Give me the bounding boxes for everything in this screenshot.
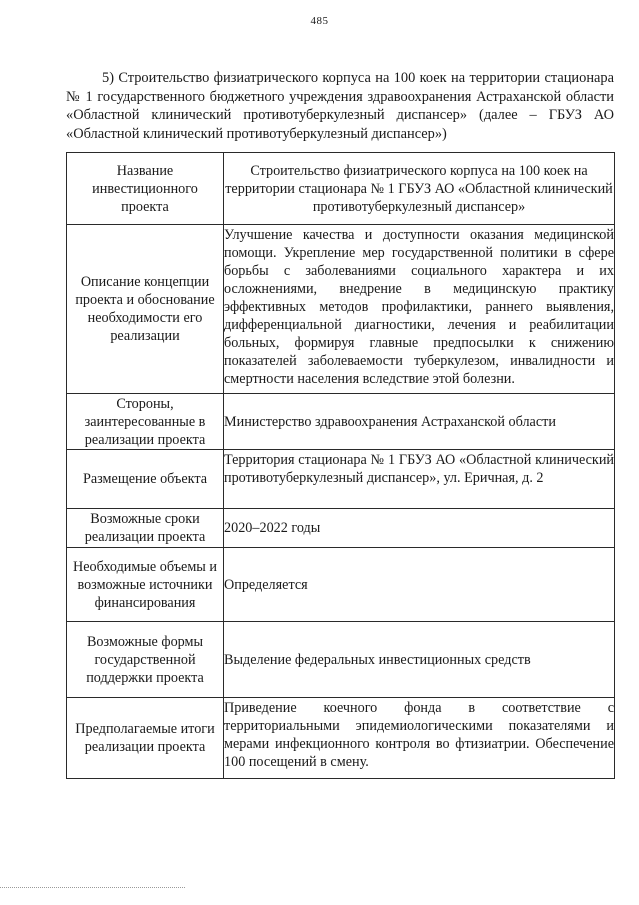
row-value-expected-results: Приведение коечного фонда в соответствие с территориальными эпидемиологическими показателями и мерами инфекционного контроля во фтизиатрии. Обеспечение 100 посещений в смену.	[224, 698, 615, 779]
row-value-financing: Определяется	[224, 548, 615, 622]
row-value-concept: Улучшение качества и доступности оказания медицинской помощи. Укрепление мер государственной политики в сфере борьбы с заболеваниями социального характера и их осложнениями, внедрение в медицинскую практику эффективных методов профилактики, раннего выявления, дифференциальной диагностики, лечения и реабилитации больных, формируя главные предпосылки к снижению показателей заболеваемости туберкулезом, инвалидности и смертности населения вследствие этой болезни.	[224, 225, 615, 394]
row-label-concept: Описание концепции проекта и обоснование необходимости его реализации	[67, 225, 224, 394]
table-row	[67, 509, 615, 548]
row-label-state-support: Возможные формы государственной поддержки проекта	[67, 622, 224, 698]
row-value-project-name: Строительство физиатрического корпуса на 100 коек на территории стационара № 1 ГБУЗ АО «Областной клинический противотуберкулезный диспансер»	[224, 153, 615, 225]
table-row	[67, 548, 615, 622]
row-label-expected-results: Предполагаемые итоги реализации проекта	[67, 698, 224, 779]
row-value-state-support: Выделение федеральных инвестиционных средств	[224, 622, 615, 698]
table-row	[67, 622, 615, 698]
section-intro-paragraph: 5) Строительство физиатрического корпуса на 100 коек на территории стационара № 1 государственного бюджетного учреждения здравоохранения Астраханской области «Областной клинический противотуберкулезный диспансер» (далее – ГБУЗ АО «Областной клинический противотуберкулезный диспансер»)	[66, 70, 614, 143]
table-row	[67, 225, 615, 394]
row-label-project-name: Название инвестиционного проекта	[67, 153, 224, 225]
table-row	[67, 394, 615, 450]
row-label-timeline: Возможные сроки реализации проекта	[67, 509, 224, 548]
row-value-location: Территория стационара № 1 ГБУЗ АО «Областной клинический противотуберкулезный диспансер», ул. Еричная, д. 2	[224, 450, 615, 509]
page-number: 485	[310, 15, 329, 27]
table-row	[67, 698, 615, 779]
table-row	[67, 450, 615, 509]
table-row	[67, 153, 615, 225]
investment-project-table	[66, 152, 615, 779]
row-value-stakeholders: Министерство здравоохранения Астраханской области	[224, 394, 615, 450]
row-value-timeline: 2020–2022 годы	[224, 509, 615, 548]
row-label-stakeholders: Стороны, заинтересованные в реализации проекта	[67, 394, 224, 450]
row-label-location: Размещение объекта	[67, 450, 224, 509]
row-label-financing: Необходимые объемы и возможные источники финансирования	[67, 548, 224, 622]
footer-divider	[0, 887, 185, 888]
